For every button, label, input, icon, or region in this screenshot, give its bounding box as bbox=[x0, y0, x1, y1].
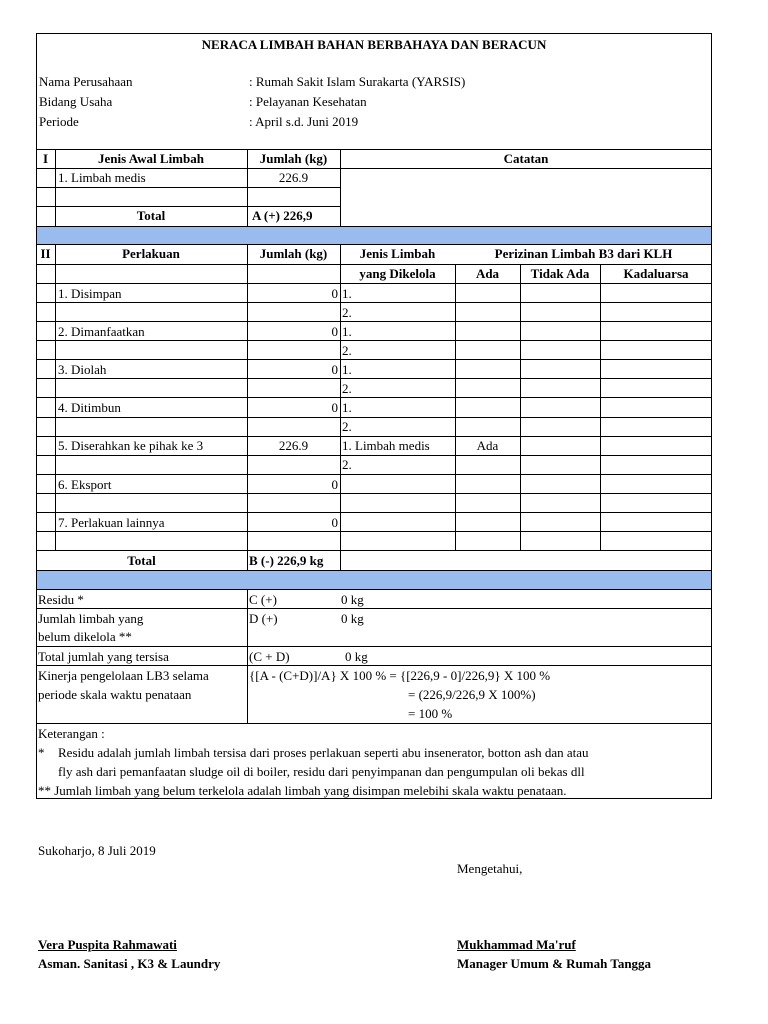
section2-roman: II bbox=[40, 246, 51, 261]
residu-value: 0 kg bbox=[341, 592, 364, 607]
col-perizinan: Perizinan Limbah B3 dari KLH bbox=[494, 246, 673, 261]
residu-label: Residu * bbox=[38, 592, 84, 607]
table-row-jumlah: 226.9 bbox=[278, 438, 309, 453]
col-jumlah-2: Jumlah (kg) bbox=[259, 246, 328, 261]
section2-total-label: Total bbox=[127, 553, 156, 568]
note-1-line-1: Residu adalah jumlah limbah tersisa dari proses perlakuan seperti abu insenerator, botton ash dan atau bbox=[58, 745, 589, 760]
tersisa-code: (C + D) bbox=[249, 649, 290, 664]
kinerja-label-2: periode skala waktu penataan bbox=[38, 687, 192, 702]
residu-code: C (+) bbox=[249, 592, 277, 607]
table-row-jenis: 1. bbox=[342, 362, 352, 377]
col-jenis-limbah: Jenis Limbah bbox=[359, 246, 436, 261]
table-row-ada: Ada bbox=[476, 438, 499, 453]
table-row-jenis: 1. Limbah medis bbox=[342, 438, 430, 453]
right-signatory-name: Mukhammad Ma'ruf bbox=[457, 937, 576, 952]
belum-label-2: belum dikelola ** bbox=[38, 629, 132, 644]
col-jenis-limbah-2: yang Dikelola bbox=[359, 266, 436, 281]
right-signatory-title: Manager Umum & Rumah Tangga bbox=[457, 956, 652, 971]
table-row-jumlah: 0 bbox=[331, 362, 338, 377]
table-row-jumlah: 0 bbox=[331, 286, 338, 301]
info-label: Nama Perusahaan bbox=[39, 74, 133, 89]
table-row-perlakuan: 7. Perlakuan lainnya bbox=[58, 515, 165, 530]
col-tidak-ada: Tidak Ada bbox=[530, 266, 590, 281]
page-title: NERACA LIMBAH BAHAN BERBAHAYA DAN BERACUN bbox=[201, 37, 547, 52]
table-row-jenis: 1. Limbah medis bbox=[58, 170, 146, 185]
table-row-jumlah: 0 bbox=[331, 324, 338, 339]
section1-total-label: Total bbox=[136, 208, 166, 223]
note-1-mark: * bbox=[38, 745, 45, 760]
info-label: Periode bbox=[39, 114, 79, 129]
table-row-jenis: 1. bbox=[342, 400, 352, 415]
table-row-perlakuan: 5. Diserahkan ke pihak ke 3 bbox=[58, 438, 204, 453]
kinerja-label-1: Kinerja pengelolaan LB3 selama bbox=[38, 668, 209, 683]
section1-roman: I bbox=[42, 151, 49, 166]
left-signatory-title: Asman. Sanitasi , K3 & Laundry bbox=[38, 956, 221, 971]
kinerja-formula-3: = 100 % bbox=[408, 706, 453, 721]
separator-band bbox=[37, 571, 711, 589]
belum-code: D (+) bbox=[249, 611, 278, 626]
note-2: ** Jumlah limbah yang belum terkelola adalah limbah yang disimpan melebihi skala waktu penataan. bbox=[38, 783, 567, 798]
belum-value: 0 kg bbox=[341, 611, 364, 626]
tersisa-label: Total jumlah yang tersisa bbox=[38, 649, 169, 664]
section1-total-value: A (+) 226,9 bbox=[252, 208, 313, 223]
table-row-jenis: 1. bbox=[342, 324, 352, 339]
keterangan-heading: Keterangan : bbox=[38, 726, 105, 741]
left-signatory-name: Vera Puspita Rahmawati bbox=[38, 937, 177, 952]
col-ada: Ada bbox=[475, 266, 500, 281]
table-row-jumlah: 0 bbox=[331, 477, 338, 492]
table-row-jenis: 2. bbox=[342, 419, 352, 434]
table-row-perlakuan: 3. Diolah bbox=[58, 362, 107, 377]
table-row-jenis: 2. bbox=[342, 457, 352, 472]
table-row-jenis: 2. bbox=[342, 343, 352, 358]
place-date: Sukoharjo, 8 Juli 2019 bbox=[38, 843, 156, 858]
balance-sheet-frame bbox=[36, 33, 712, 799]
belum-label-1: Jumlah limbah yang bbox=[38, 611, 144, 626]
table-row-jumlah: 0 bbox=[331, 515, 338, 530]
section2-total-value: B (-) 226,9 kg bbox=[249, 553, 324, 568]
table-row-perlakuan: 2. Dimanfaatkan bbox=[58, 324, 145, 339]
col-perlakuan: Perlakuan bbox=[122, 246, 180, 261]
table-row-jenis: 1. bbox=[342, 286, 352, 301]
table-row-perlakuan: 6. Eksport bbox=[58, 477, 112, 492]
info-value: : Pelayanan Kesehatan bbox=[249, 94, 367, 109]
table-row-jenis: 2. bbox=[342, 381, 352, 396]
col-jumlah: Jumlah (kg) bbox=[259, 151, 328, 166]
info-value: : Rumah Sakit Islam Surakarta (YARSIS) bbox=[249, 74, 466, 89]
separator-band bbox=[37, 227, 711, 244]
col-kadaluarsa: Kadaluarsa bbox=[623, 266, 689, 281]
kinerja-formula-2: = (226,9/226,9 X 100%) bbox=[408, 687, 536, 702]
col-catatan: Catatan bbox=[503, 151, 549, 166]
table-row-perlakuan: 4. Ditimbun bbox=[58, 400, 121, 415]
col-jenis-awal: Jenis Awal Limbah bbox=[98, 151, 204, 166]
note-1-line-2: fly ash dari pemanfaatan sludge oil di boiler, residu dari penyimpanan dan pengumpulan oli bekas dll bbox=[58, 764, 585, 779]
acknowledgement: Mengetahui, bbox=[457, 861, 523, 876]
table-row-perlakuan: 1. Disimpan bbox=[58, 286, 122, 301]
info-value: : April s.d. Juni 2019 bbox=[249, 114, 359, 129]
table-row-jumlah: 0 bbox=[331, 400, 338, 415]
kinerja-formula-1: {[A - (C+D)]/A} X 100 % = {[226,9 - 0]/226,9} X 100 % bbox=[249, 668, 551, 683]
tersisa-value: 0 kg bbox=[345, 649, 368, 664]
table-row-jumlah: 226.9 bbox=[278, 170, 309, 185]
table-row-jenis: 2. bbox=[342, 305, 352, 320]
info-label: Bidang Usaha bbox=[39, 94, 113, 109]
